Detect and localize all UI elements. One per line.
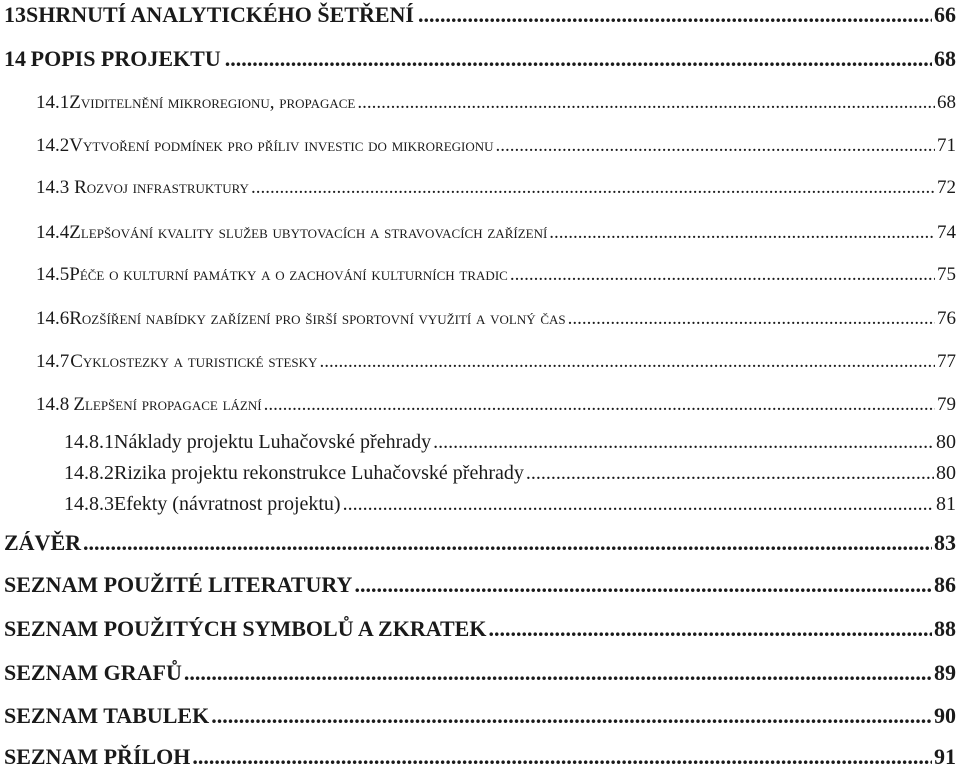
toc-number: 14.3: [36, 177, 70, 198]
toc-page: 90: [934, 703, 956, 728]
toc-page: 83: [934, 530, 956, 555]
toc-title: Cyklostezky a turistické stesky: [70, 351, 318, 372]
dot-leader: [251, 177, 935, 199]
toc-number: 14.8: [36, 394, 70, 415]
toc-title: Rizika projektu rekonstrukce Luhačovské přehrady: [114, 462, 524, 484]
toc-entry-prilohy[interactable]: [0, 744, 956, 770]
toc-page: 80: [936, 462, 956, 484]
toc-title: SEZNAM POUŽITÉ LITERATURY: [4, 572, 353, 597]
toc-title: Efekty (návratnost projektu): [114, 493, 341, 515]
dot-leader: [192, 744, 932, 770]
toc-page: 79: [937, 394, 956, 415]
toc-number: 14.4: [36, 222, 70, 243]
toc-page: 77: [937, 351, 956, 372]
toc-title: Péče o kulturní památky a o zachování kulturních tradic: [69, 264, 508, 285]
toc-entry-14-3[interactable]: [0, 177, 956, 199]
dot-leader: [433, 431, 934, 454]
toc-number: 14.5: [36, 264, 70, 285]
toc-page: 74: [937, 222, 956, 243]
dot-leader: [488, 616, 932, 642]
dot-leader: [418, 2, 932, 28]
toc-number: 13: [4, 2, 26, 27]
dot-leader: [264, 394, 935, 416]
toc-title: SEZNAM POUŽITÝCH SYMBOLŮ A ZKRATEK: [4, 616, 487, 641]
dot-leader: [568, 308, 935, 330]
toc-title: Zlepšování kvality služeb ubytovacích a stravovacích zařízení: [69, 222, 548, 243]
toc-title: ZÁVĚR: [4, 530, 82, 555]
dot-leader: [510, 264, 935, 286]
toc-page: 80: [936, 431, 956, 453]
toc-page: 71: [937, 135, 956, 156]
toc-entry-grafy[interactable]: [0, 660, 956, 686]
toc-entry-14-5[interactable]: [0, 264, 956, 286]
toc-entry-14-8-1[interactable]: [0, 431, 956, 454]
dot-leader: [225, 46, 932, 72]
toc-page: 88: [934, 616, 956, 641]
toc-title: SEZNAM PŘÍLOH: [4, 744, 191, 769]
toc-page: 75: [937, 264, 956, 285]
toc-entry-zaver[interactable]: [0, 530, 956, 556]
toc-title: Zlepšení propagace lázní: [73, 394, 262, 415]
toc-title: SEZNAM TABULEK: [4, 703, 210, 728]
toc-entry-symboly[interactable]: [0, 616, 956, 642]
dot-leader: [319, 351, 935, 373]
toc-title: Náklady projektu Luhačovské přehrady: [114, 431, 432, 453]
toc-number: 14.2: [36, 135, 70, 156]
toc-page: 68: [937, 92, 956, 113]
toc-page: 68: [934, 46, 956, 71]
toc-entry-14-8[interactable]: [0, 394, 956, 416]
toc-entry-14-8-3[interactable]: [0, 493, 956, 516]
toc-title: SHRNUTÍ ANALYTICKÉHO ŠETŘENÍ: [26, 2, 414, 27]
toc-number: 14.8.2: [64, 462, 114, 484]
toc-entry-literatura[interactable]: [0, 572, 956, 598]
toc-entry-14-6[interactable]: [0, 308, 956, 330]
toc-number: 14.7: [36, 351, 70, 372]
dot-leader: [343, 493, 934, 516]
toc-number: 14.8.1: [64, 431, 114, 453]
toc-title: Vytvoření podmínek pro příliv investic do mikroregionu: [69, 135, 494, 156]
toc-title: Rozšíření nabídky zařízení pro širší sportovní využití a volný čas: [69, 308, 566, 329]
toc-entry-14-8-2[interactable]: [0, 462, 956, 485]
toc-page: 81: [936, 493, 956, 515]
dot-leader: [526, 462, 934, 485]
toc-entry-13[interactable]: [0, 2, 956, 28]
toc-page: 86: [934, 572, 956, 597]
toc-entry-14-1[interactable]: [0, 92, 956, 114]
toc-page: 89: [934, 660, 956, 685]
toc-title: Zviditelnění mikroregionu, propagace: [69, 92, 356, 113]
toc-page: 76: [937, 308, 956, 329]
dot-leader: [549, 222, 935, 244]
dot-leader: [496, 135, 935, 157]
toc-number: 14: [4, 46, 26, 71]
toc-entry-tabulky[interactable]: [0, 703, 956, 729]
toc-entry-14-2[interactable]: [0, 135, 956, 157]
toc-entry-14[interactable]: [0, 46, 956, 72]
toc-page: 72: [937, 177, 956, 198]
dot-leader: [211, 703, 932, 729]
toc-entry-14-7[interactable]: [0, 351, 956, 373]
dot-leader: [83, 530, 932, 556]
toc-title: POPIS PROJEKTU: [30, 46, 221, 71]
toc-number: 14.8.3: [64, 493, 114, 515]
toc-title: SEZNAM GRAFŮ: [4, 660, 182, 685]
toc-number: 14.1: [36, 92, 70, 113]
toc-title: Rozvoj infrastruktury: [74, 177, 249, 198]
dot-leader: [184, 660, 932, 686]
dot-leader: [354, 572, 932, 598]
toc-page: 66: [934, 2, 956, 27]
toc-entry-14-4[interactable]: [0, 222, 956, 244]
toc-number: 14.6: [36, 308, 70, 329]
toc-page: 91: [934, 744, 956, 769]
dot-leader: [357, 92, 935, 114]
